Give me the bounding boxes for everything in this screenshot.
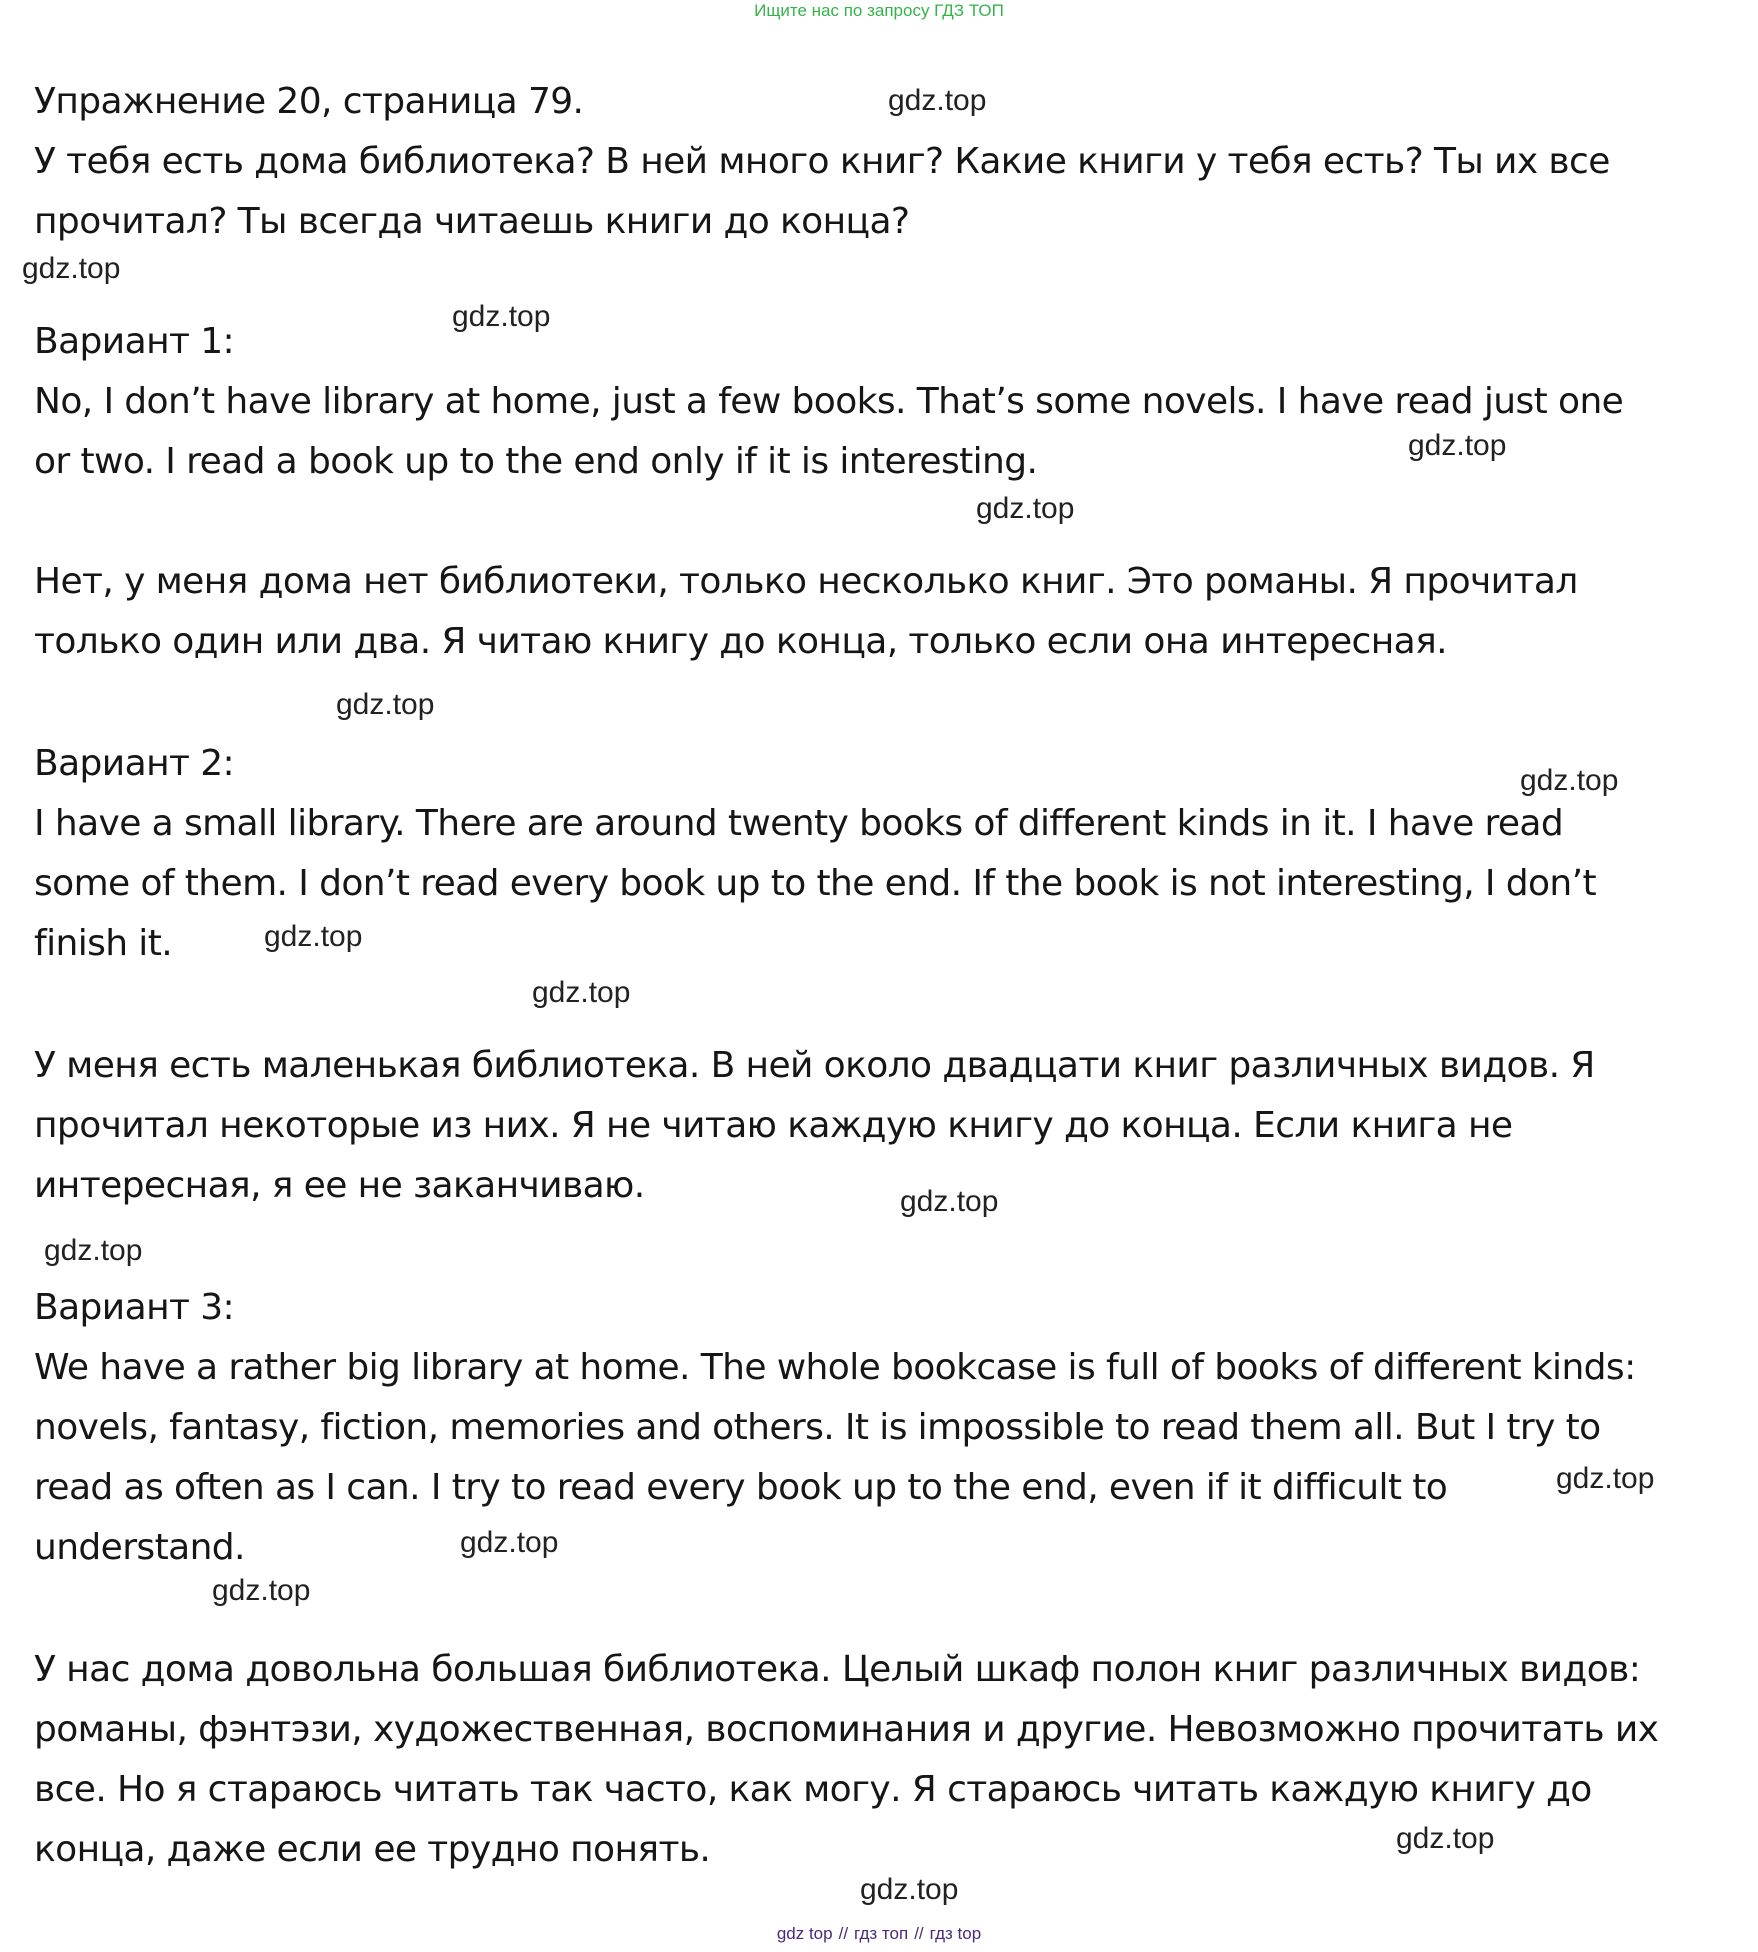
watermark: gdz.top [900,1185,999,1218]
watermark: gdz.top [976,492,1075,525]
variant-label: Вариант 3: [34,1287,235,1328]
watermark: gdz.top [460,1526,559,1559]
question-line: прочитал? Ты всегда читаешь книги до конца? [34,201,910,242]
watermark: gdz.top [1408,429,1507,462]
russian-line: прочитал некоторые из них. Я не читаю каждую книгу до конца. Если книга не [34,1105,1513,1146]
footer-links [0,1924,1758,1944]
footer-separator: // [838,1924,849,1943]
watermark: gdz.top [888,84,987,117]
variant-label: Вариант 2: [34,743,235,784]
russian-line: Нет, у меня дома нет библиотеки, только несколько книг. Это романы. Я прочитал [34,561,1578,602]
footer-link[interactable]: gdz top [776,1924,833,1943]
russian-line: интересная, я ее не заканчиваю. [34,1165,645,1206]
watermark: gdz.top [1396,1822,1495,1855]
watermark: gdz.top [860,1873,959,1906]
question-line: У тебя есть дома библиотека? В ней много книг? Какие книги у тебя есть? Ты их все [34,141,1610,182]
english-line: or two. I read a book up to the end only if it is interesting. [34,441,1038,482]
russian-line: У нас дома довольна большая библиотека. Целый шкаф полон книг различных видов: [34,1649,1641,1690]
english-line: I have a small library. There are around twenty books of different kinds in it. I have read [34,803,1564,844]
watermark: gdz.top [212,1574,311,1607]
english-line: We have a rather big library at home. The whole bookcase is full of books of different kinds: [34,1347,1636,1388]
footer-link[interactable]: гдз top [929,1924,982,1943]
english-line: novels, fantasy, fiction, memories and others. It is impossible to read them all. But I try to [34,1407,1601,1448]
russian-line: только один или два. Я читаю книгу до конца, только если она интересная. [34,621,1448,662]
russian-line: романы, фэнтэзи, художественная, воспоминания и другие. Невозможно прочитать их [34,1709,1659,1750]
watermark: gdz.top [1556,1462,1655,1495]
watermark: gdz.top [264,920,363,953]
watermark: gdz.top [532,976,631,1009]
russian-line: все. Но я стараюсь читать так часто, как могу. Я стараюсь читать каждую книгу до [34,1769,1592,1810]
footer-separator: // [914,1924,924,1943]
english-line: read as often as I can. I try to read every book up to the end, even if it difficult to [34,1467,1448,1508]
variant-label: Вариант 1: [34,321,235,362]
footer-link[interactable]: гдз топ [854,1924,909,1943]
english-line: understand. [34,1527,245,1568]
russian-line: конца, даже если ее трудно понять. [34,1829,711,1870]
watermark: gdz.top [44,1234,143,1267]
english-line: No, I don’t have library at home, just a few books. That’s some novels. I have read just one [34,381,1624,422]
english-line: finish it. [34,923,173,964]
exercise-title: Упражнение 20, страница 79. [34,81,584,122]
watermark: gdz.top [336,688,435,721]
watermark: gdz.top [22,252,121,285]
watermark: gdz.top [452,300,551,333]
watermark: gdz.top [1520,764,1619,797]
top-banner: Ищите нас по запросу ГДЗ ТОП [754,1,1004,20]
english-line: some of them. I don’t read every book up to the end. If the book is not interesting, I don’t [34,863,1596,904]
russian-line: У меня есть маленькая библиотека. В ней около двадцати книг различных видов. Я [34,1045,1595,1086]
